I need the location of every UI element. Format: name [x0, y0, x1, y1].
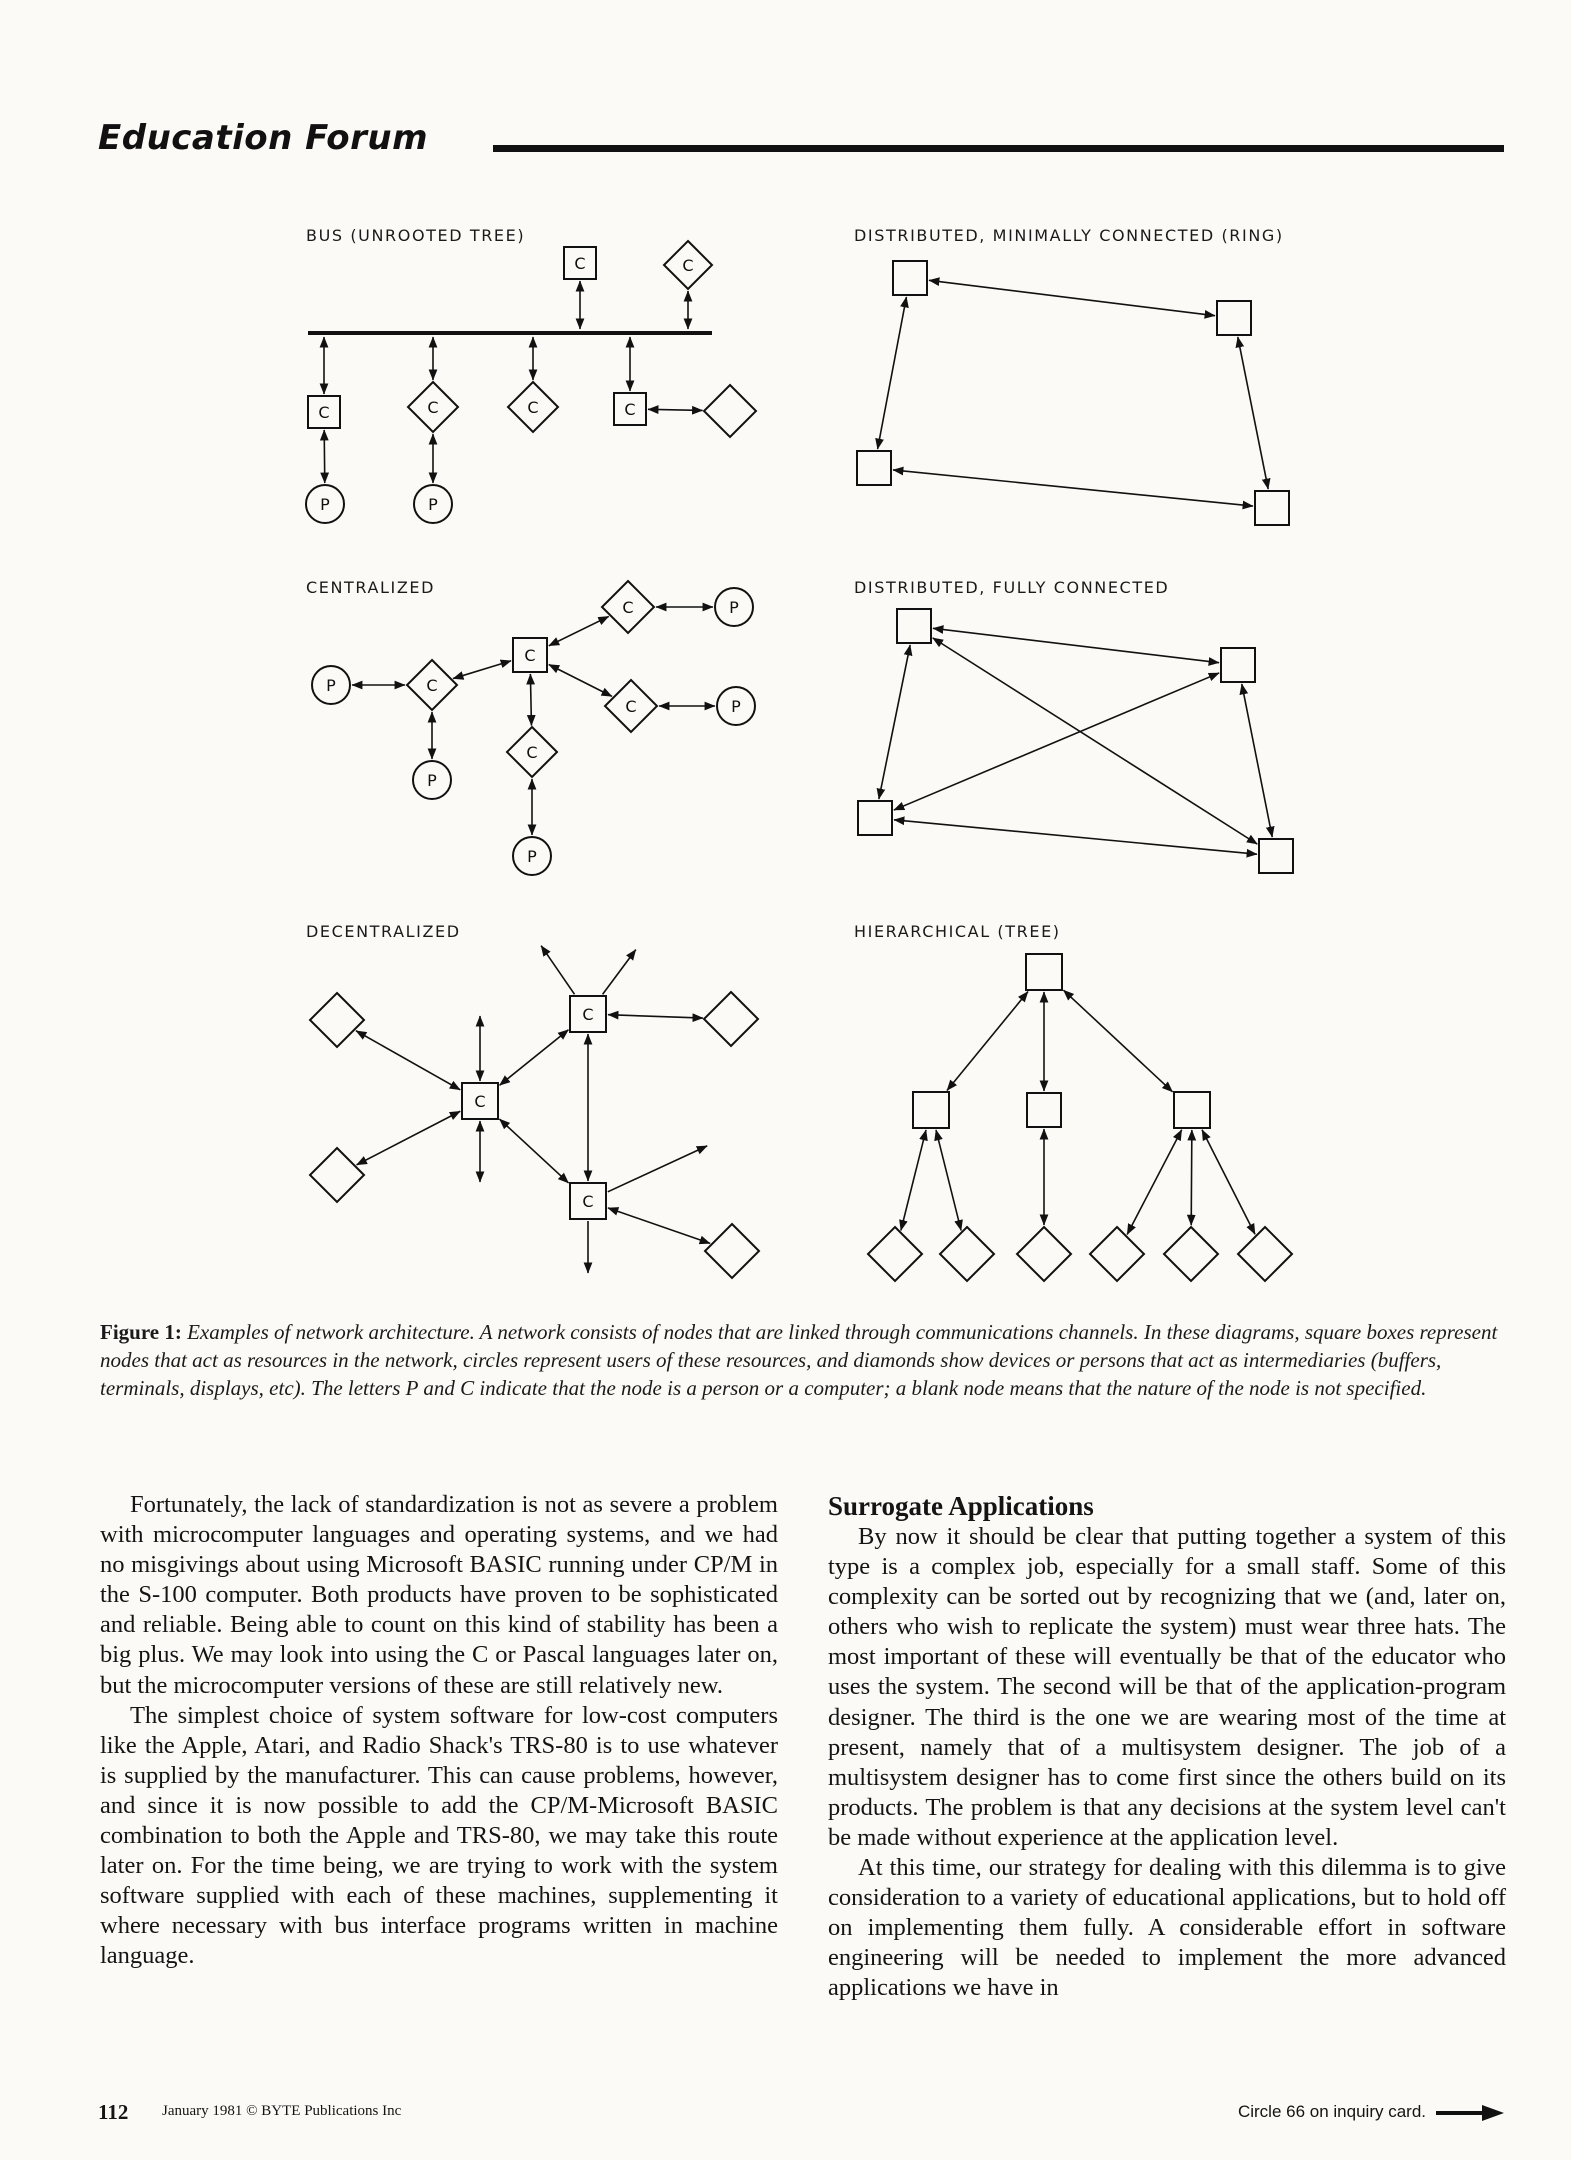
link	[608, 1146, 707, 1192]
computer-diamond-node	[664, 241, 712, 289]
link	[541, 946, 574, 995]
link	[933, 638, 1258, 844]
link	[1191, 1130, 1192, 1225]
label-decentralized: DECENTRALIZED	[306, 922, 461, 941]
link	[929, 280, 1215, 315]
page-number: 112	[98, 2100, 129, 2124]
computer-diamond-node	[602, 581, 654, 633]
computer-node	[570, 1183, 606, 1219]
caption-text: Examples of network architecture. A network consists of nodes that are linked through communications channels. In these diagrams, square boxes represent nodes that act as resources in the network, circles represent users of these resources, and diamonds show devices or persons that act as intermediaries (buffers, terminals, displays, etc). The letters P and C indicate that the node is a person or a computer; a blank node means that the nature of the node is not specified.	[100, 1320, 1498, 1400]
link	[1242, 684, 1272, 837]
node	[857, 451, 891, 485]
computer-node	[308, 396, 340, 428]
section-heading: Surrogate Applications	[828, 1491, 1094, 1521]
link	[324, 430, 325, 483]
svg-text:C: C	[622, 598, 634, 617]
node	[1221, 648, 1255, 682]
label-bus: BUS (UNROOTED TREE)	[306, 226, 526, 245]
link	[894, 820, 1257, 854]
computer-diamond-node	[507, 727, 557, 777]
link	[549, 616, 609, 645]
link	[648, 409, 703, 410]
diamond-node	[1164, 1227, 1218, 1281]
svg-text:C: C	[527, 398, 539, 417]
node	[858, 801, 892, 835]
section-title: Education Forum	[98, 118, 429, 158]
diamond-node	[1017, 1227, 1071, 1281]
node	[1217, 301, 1251, 335]
person-node	[715, 588, 753, 626]
svg-text:C: C	[624, 400, 636, 419]
svg-text:C: C	[682, 256, 694, 275]
node	[897, 609, 931, 643]
link	[947, 992, 1028, 1091]
link	[500, 1030, 569, 1085]
link	[936, 1130, 961, 1231]
page-footer	[98, 2100, 1506, 2134]
figure-caption	[100, 1318, 1502, 1402]
node	[1255, 491, 1289, 525]
root-node	[1026, 954, 1062, 990]
link	[357, 1111, 461, 1165]
link	[901, 1130, 926, 1231]
publication-info: January 1981 © BYTE Publications Inc	[162, 2103, 402, 2119]
link	[1063, 990, 1172, 1092]
svg-text:P: P	[427, 771, 437, 790]
svg-text:P: P	[729, 598, 739, 617]
diamond-node	[1090, 1227, 1144, 1281]
label-centralized: CENTRALIZED	[306, 578, 436, 597]
computer-node	[513, 638, 547, 672]
svg-text:C: C	[582, 1192, 594, 1211]
svg-text:C: C	[474, 1092, 486, 1111]
person-node	[312, 666, 350, 704]
inquiry-note: Circle 66 on inquiry card.	[1237, 2102, 1426, 2121]
paragraph: By now it should be clear that putting together a system of this type is a complex job, especially for a small staff. Some of this complexity can be sorted out by recognizing that we (and, later on, others who wish to replicate the system) must wear three hats. The most important of these will eventually be that of the educator who uses the system. The second will be that of the application-program designer. The third is the one we are wearing most of the time at present, namely that of a multisystem designer. The job of a multisystem designer has to come first since the others build on its products. The problem is that any decisions at the system level can't be made without experience at the application level.	[828, 1523, 1506, 1851]
computer-diamond-node	[605, 680, 657, 732]
node	[1259, 839, 1293, 873]
link	[879, 645, 910, 799]
link	[933, 628, 1219, 662]
link	[453, 661, 511, 679]
diamond-node	[310, 993, 364, 1047]
label-fully-connected: DISTRIBUTED, FULLY CONNECTED	[854, 578, 1170, 597]
article-right-column	[828, 1490, 1506, 2004]
link	[356, 1031, 460, 1090]
diamond-node	[868, 1227, 922, 1281]
link	[878, 297, 907, 449]
svg-text:C: C	[582, 1005, 594, 1024]
link	[1238, 337, 1268, 489]
link	[549, 664, 612, 696]
paragraph: Fortunately, the lack of standardization is not as severe a problem with microcomputer languages and operating systems, and we had no misgivings about using Microsoft BASIC running under CP/M in the S-100 computer. Both products have proven to be sophisticated and reliable. Being able to count on this kind of stability has been a big plus. We may look into using the C or Pascal languages later on, but the microcomputer versions of these are still relatively new.	[100, 1491, 778, 1699]
arrow-right-icon	[1436, 2104, 1506, 2122]
computer-diamond-node	[508, 382, 558, 432]
svg-text:C: C	[427, 398, 439, 417]
computer-diamond-node	[407, 660, 457, 710]
link	[608, 1208, 710, 1243]
svg-text:C: C	[574, 254, 586, 273]
person-node	[513, 837, 551, 875]
computer-node	[462, 1083, 498, 1119]
node	[913, 1092, 949, 1128]
diamond-node	[704, 992, 758, 1046]
svg-text:P: P	[428, 495, 438, 514]
caption-lead: Figure 1:	[100, 1320, 182, 1344]
person-node	[306, 485, 344, 523]
label-hierarchical: HIERARCHICAL (TREE)	[854, 922, 1061, 941]
diamond-node	[704, 385, 756, 437]
node	[893, 261, 927, 295]
link	[530, 674, 531, 726]
svg-text:C: C	[526, 743, 538, 762]
diamond-node	[940, 1227, 994, 1281]
svg-text:P: P	[326, 676, 336, 695]
computer-diamond-node	[408, 382, 458, 432]
article-left-column	[100, 1490, 778, 1972]
node	[1027, 1093, 1061, 1127]
computer-node	[614, 393, 646, 425]
node	[1174, 1092, 1210, 1128]
link	[603, 950, 636, 995]
person-node	[717, 687, 755, 725]
link	[1127, 1130, 1182, 1235]
paragraph: At this time, our strategy for dealing with this dilemma is to give consideration to a variety of educational applications, but to hold off on implementing them fully. A considerable effort in software engineering will be needed to implement the more advanced applications we have in	[828, 1854, 1506, 2002]
svg-text:P: P	[320, 495, 330, 514]
person-node	[414, 485, 452, 523]
computer-node	[570, 996, 606, 1032]
svg-text:C: C	[524, 646, 536, 665]
link	[1202, 1130, 1255, 1235]
diamond-node	[705, 1224, 759, 1278]
link	[893, 470, 1253, 506]
svg-text:P: P	[731, 697, 741, 716]
link	[608, 1015, 703, 1018]
diamond-node	[1238, 1227, 1292, 1281]
link	[499, 1119, 568, 1183]
label-ring: DISTRIBUTED, MINIMALLY CONNECTED (RING)	[854, 226, 1284, 245]
svg-text:C: C	[625, 697, 637, 716]
computer-node	[564, 247, 596, 279]
diamond-node	[310, 1148, 364, 1202]
paragraph: The simplest choice of system software for low-cost computers like the Apple, Atari, and Radio Shack's TRS-80 is to use whatever is supplied by the manufacturer. This can cause problems, however, and since it is now possible to add the CP/M-Microsoft BASIC combination to both the Apple and TRS-80, we may take this route later on. For the time being, we are trying to work with the system software supplied with each of these machines, supplementing it where necessary with bus interface programs written in machine language.	[100, 1701, 778, 1970]
svg-text:C: C	[318, 403, 330, 422]
svg-text:C: C	[426, 676, 438, 695]
svg-text:P: P	[527, 847, 537, 866]
person-node	[413, 761, 451, 799]
